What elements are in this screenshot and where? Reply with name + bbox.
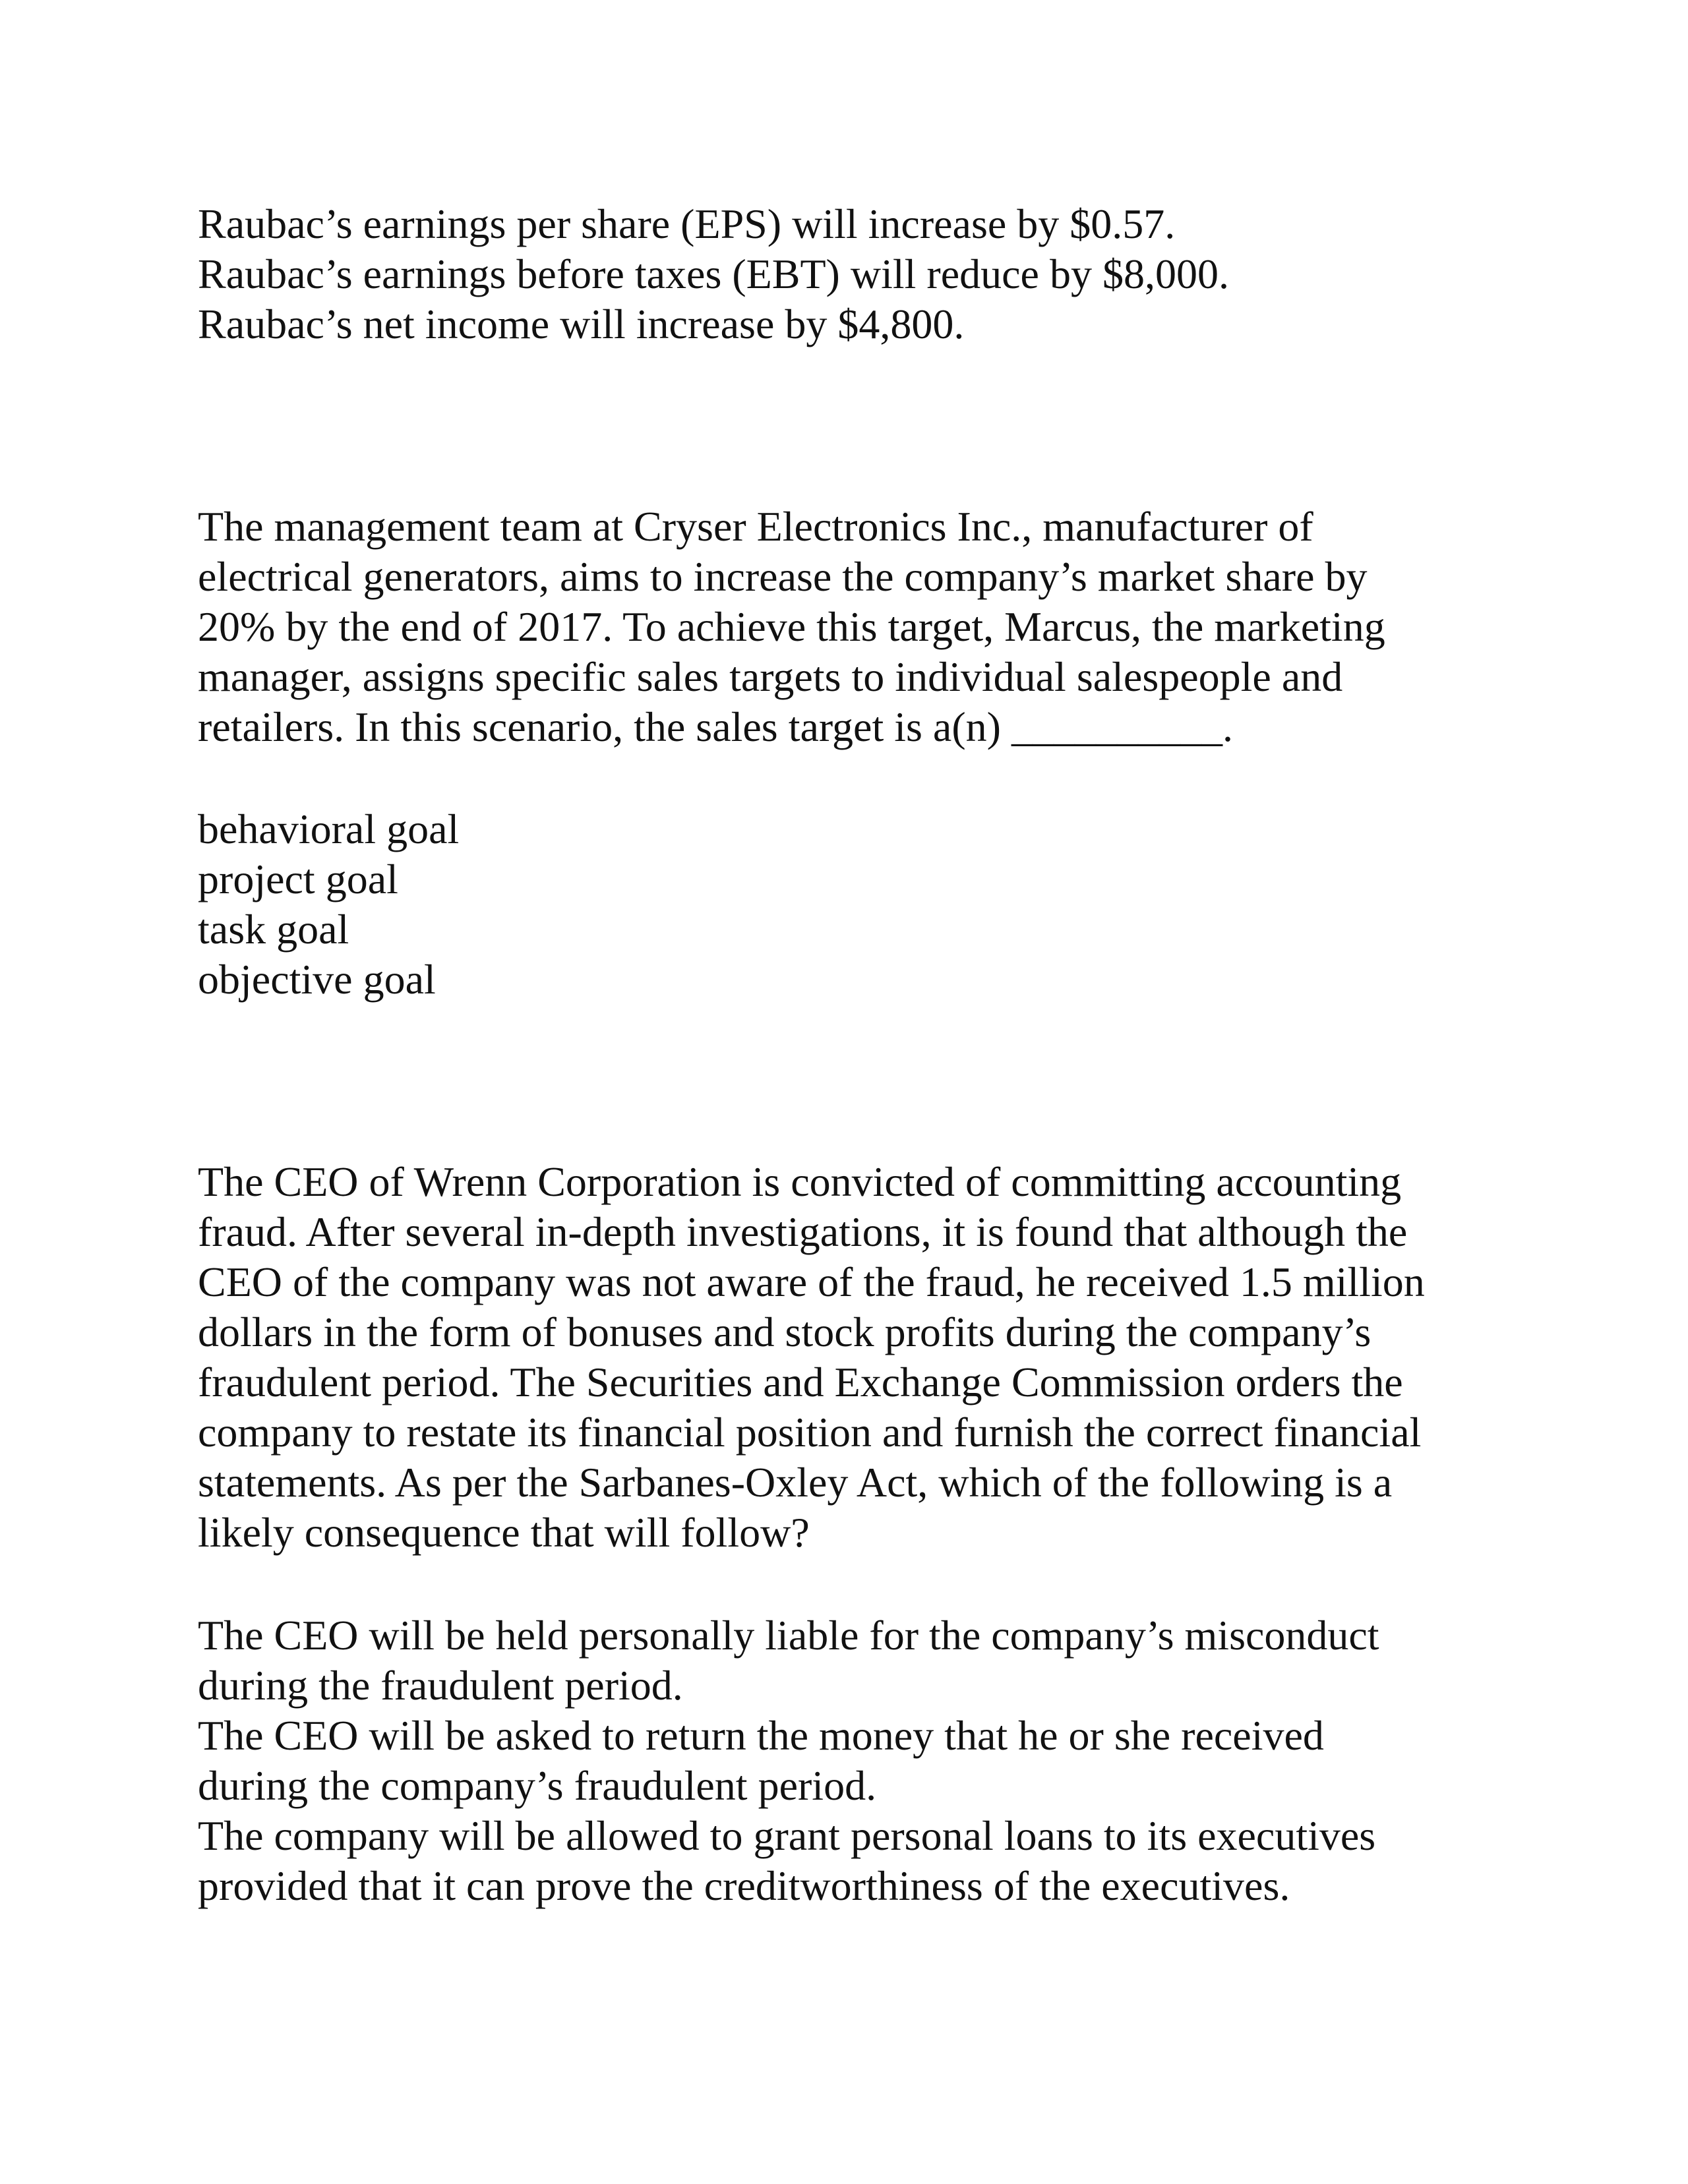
answer-options-raubac <box>198 199 1543 349</box>
option-line: Raubac’s earnings before taxes (EBT) will reduce by $8,000. <box>198 251 1229 297</box>
option-line: task goal <box>198 906 349 953</box>
question-line: dollars in the form of bonuses and stock profits during the company’s <box>198 1309 1372 1355</box>
option-line: The CEO will be asked to return the money that he or she received <box>198 1712 1324 1759</box>
option-line: The CEO will be held personally liable for the company’s misconduct <box>198 1612 1379 1659</box>
question-line: The management team at Cryser Electronics Inc., manufacturer of <box>198 503 1313 550</box>
option-line: Raubac’s net income will increase by $4,800. <box>198 301 965 347</box>
question-line: CEO of the company was not aware of the fraud, he received 1.5 million <box>198 1258 1425 1305</box>
question-line: electrical generators, aims to increase the company’s market share by <box>198 553 1368 600</box>
question-line: statements. As per the Sarbanes-Oxley Act, which of the following is a <box>198 1459 1393 1506</box>
option-line: project goal <box>198 856 398 902</box>
question-line: manager, assigns specific sales targets to individual salespeople and <box>198 653 1343 700</box>
option-line: during the fraudulent period. <box>198 1662 683 1709</box>
option-line: provided that it can prove the creditworthiness of the executives. <box>198 1862 1290 1909</box>
question-line: retailers. In this scenario, the sales target is a(n) __________. <box>198 703 1233 750</box>
option-line: during the company’s fraudulent period. <box>198 1762 877 1809</box>
option-line: The company will be allowed to grant personal loans to its executives <box>198 1812 1376 1859</box>
option-line: objective goal <box>198 956 436 1003</box>
question-cryser <box>198 502 1543 752</box>
question-line: likely consequence that will follow? <box>198 1509 810 1556</box>
answer-options-cryser <box>198 804 1543 1005</box>
option-line: behavioral goal <box>198 806 460 852</box>
answer-options-wrenn <box>198 1610 1543 1911</box>
question-line: fraudulent period. The Securities and Exchange Commission orders the <box>198 1359 1403 1405</box>
question-line: company to restate its financial position and furnish the correct financial <box>198 1409 1422 1456</box>
question-line: 20% by the end of 2017. To achieve this target, Marcus, the marketing <box>198 603 1385 650</box>
question-wrenn <box>198 1157 1543 1558</box>
option-line: Raubac’s earnings per share (EPS) will increase by $0.57. <box>198 200 1176 247</box>
question-line: The CEO of Wrenn Corporation is convicted of committing accounting <box>198 1158 1402 1205</box>
question-line: fraud. After several in-depth investigations, it is found that although the <box>198 1208 1408 1255</box>
